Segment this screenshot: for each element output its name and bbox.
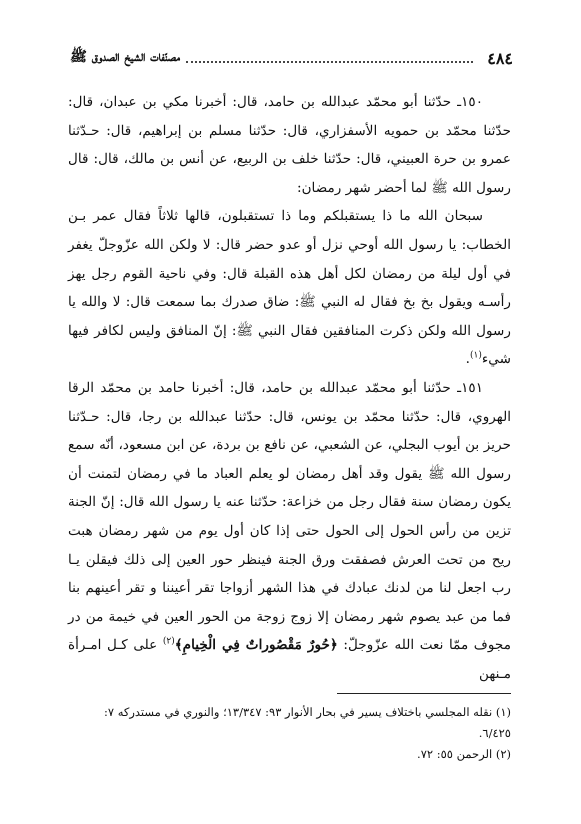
footnote-2: (٢) الرحمن ٥٥: ٧٢. [417,747,511,761]
paragraph-hadith-150 [68,88,511,202]
footnote-divider [337,693,511,694]
paragraph-text: ١٥٠ـ حدّثنا أبو محمّد عبدالله بن حامد، قال: أخبرنا مكي بن عبدان، قال: حدّثنا محمّد بن حمويه الأسفزاري، قال: حدّثنا مسلم بن إبراهيم، قال: حـدّثنا عمرو بن حرة العبيني، قال: حدّثنا خلف بن الربيع، عن أنس بن مالك، قال: قال رسول الله ﷺ لما أحضر شهر رمضان: [68,94,511,196]
footnote-ref[interactable]: (١) [470,350,482,361]
paragraph-text: ١٥١ـ حدّثنا أبو محمّد عبدالله بن حامد، قال: أخبرنا حامد بن محمّد الرقا الهروي، قال: حدّثنا محمّد بن يونس، قال: حدّثنا عبدالله بن رجا، قال: حـدّثنا حريز بن أيوب البجلي، عن الشعبي، عن نافع بن بردة، عن ابن مسعود، أنّه سمع رسول الله ﷺ يقول وقد أهل رمضان لو يعلم العباد ما في رمضان لتمنت أن يكون رمضان سنة فقال رجل من خزاعة: حدّثنا عنه يا رسول الله قال: إنّ الجنة تزين من رأس الحول إلى الحول حتى إذا كان أول يوم من شهر رمضان هبت ريح من تحت العرش فصفقت ورق الجنة فينظر حور العين إلى ذلك فيقلن يـا رب اجعل لنا من لدنك عبادك في هذا الشهر أزواجا تقر أعيننا و تقر أعينهم بنا فما من عبد يصوم شهر رمضان إلا زوج زوجة من الحور العين في خيمة من در مجوف ممّا نعت الله عزّوجلّ: [68,379,511,654]
footnote-ref[interactable]: (٢) [162,636,175,647]
paragraph-text-continuation: على كـل امـرأة مـنهن [68,637,511,682]
quran-quote: ﴿حُورٌ مَقْصُوراتٌ فِي الْخِيامِ﴾ [174,637,338,654]
running-title: مصنّفات الشيخ الصدوق ﷺ [70,49,181,65]
paragraph-text: سبحان الله ما ذا يستقبلكم وما ذا تستقبلون، قالها ثلاثاً فقال عمر بـن الخطاب: يا رسول الله أوحي نزل أو عدو حضر قال: لا ولكن الله عزّوجلّ يغفر في أول ليلة من رمضان لكل أهل هذه القبلة قال: وفي ناحية القوم رجل يهز رأسـه ويقول بخ بخ فقال له النبي ﷺ: ضاق صدرك بما سمعت قال: لا والله يا رسول الله ولكن ذكرت المنافقين فقال النبي ﷺ: إنّ المنافق وليس لكافر فيها شيء [68,208,511,368]
paragraph-hadith-151 [68,374,511,689]
page-header [70,46,513,70]
page-number: ٤٨٤ [487,48,513,68]
paragraph-hadith-150-matn: سبحان الله ما ذا يستقبلكم وما ذا تستقبلون، قالها ثلاثاً فقال عمر بـن الخطاب: يا رسول الله أوحي نزل أو عدو حضر قال: لا ولكن الله عزّوجلّ يغفر في أول ليلة من رمضان لكل أهل هذه القبلة قال: وفي ناحية القوم رجل يهز رأسـه ويقول بخ بخ فقال له النبي ﷺ: ضاق صدرك بما سمعت قال: لا والله يا رسول الله ولكن ذكرت المنافقين فقال النبي ﷺ: إنّ المنافق وليس لكافر فيها شيء$^{(١)}$. [68,208,511,368]
header-leader-dots [186,53,473,63]
footnote-1: (١) نقله المجلسي باختلاف يسير في بحار الأنوار ٩٣: ١٣/٣٤٧؛ والنوري في مستدركه ٧: ٦/٤٢٥. [103,705,511,740]
footnotes [70,702,511,765]
main-text [68,88,511,688]
